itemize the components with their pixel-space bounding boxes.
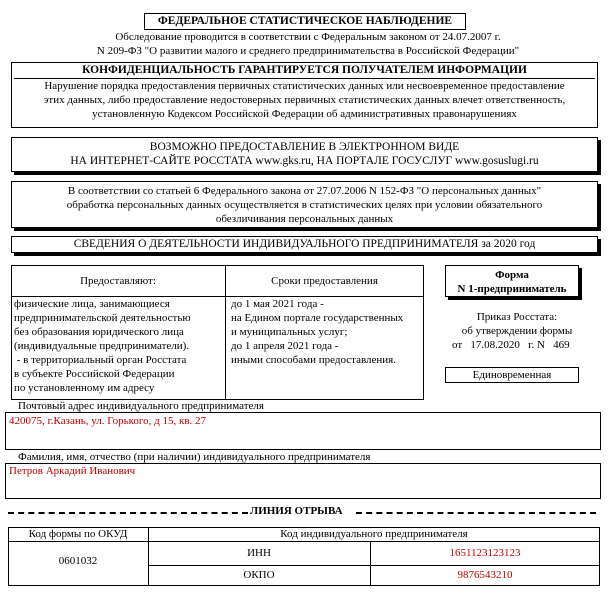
postal-value: 420075, г.Казань, ул. Горького, д 15, кв. 27 [9,415,207,427]
inn-value[interactable]: 1651123123123 [449,547,521,559]
okud-value: 0601032 [58,555,98,567]
providers-line: физические лица, занимающиеся [14,298,170,310]
personal-data-line3: обезличивания персональных данных [215,213,394,225]
deadlines-list [231,297,423,367]
col1-header: Предоставляют: [80,275,156,287]
order-line3 [432,338,602,352]
providers-line: без образования юридического лица [14,326,184,338]
report-title: СВЕДЕНИЯ О ДЕЯТЕЛЬНОСТИ ИНДИВИДУАЛЬНОГО ПРЕДПРИНИМАТЕЛЯ за 2020 год [73,238,536,250]
deadline-line: и муниципальных услуг; [231,326,348,338]
electronic-line2: НА ИНТЕРНЕТ-САЙТЕ РОССТАТА www.gks.ru, НА ПОРТАЛЕ ГОСУСЛУГ www.gosuslugi.ru [70,155,539,167]
providers-line: - в территориальный орган Росстата [14,354,187,366]
form-label: Форма [495,269,529,281]
confidentiality-line1: Нарушение порядка предоставления первичных статистических данных или несвоевременное предоставление [44,80,565,92]
form-box [445,265,579,297]
postal-field[interactable] [5,412,601,450]
okud-header: Код формы по ОКУД [28,528,128,540]
deadline-line: до 1 апреля 2021 года - [231,340,339,352]
deadline-line: до 1 мая 2021 года - [231,298,324,310]
fio-field[interactable] [5,463,601,499]
fio-value: Петров Аркадий Иванович [9,465,136,477]
fio-label: Фамилия, имя, отчество (при наличии) индивидуального предпринимателя [18,451,371,463]
providers-line: в субъекте Российской Федерации [14,368,175,380]
confidentiality-line2: этих данных, либо предоставление недостоверных первичных статистических данных влечет ответственность, [43,94,566,106]
header-title: ФЕДЕРАЛЬНОЕ СТАТИСТИЧЕСКОЕ НАБЛЮДЕНИЕ [157,15,453,27]
header-box [144,13,466,30]
providers-line: предпринимательской деятельностью [14,312,191,324]
providers-line: по установленному им адресу [14,382,155,394]
col2-header: Сроки предоставления [271,275,378,287]
tear-line-right [356,512,596,514]
tear-line-left [8,512,248,514]
deadline-line: на Едином портале государственных [231,312,404,324]
postal-label: Почтовый адрес индивидуального предпринимателя [18,400,264,412]
personal-data-line1: В соответствии со статьей 6 Федерального закона от 27.07.2006 N 152-ФЗ "О персональных данных" [67,185,542,197]
order-date: 17.08.2020 [470,339,520,351]
periodicity: Единовременная [472,369,552,381]
deadline-line: иными способами предоставления. [231,354,396,366]
personal-data-line2: обработка персональных данных осуществляется в статистических целях при условии обязательного [66,199,543,211]
form-name: N 1-предприниматель [457,283,567,295]
header-line2: N 209-ФЗ "О развитии малого и среднего предпринимательства в Российской Федерации" [96,45,520,57]
order-from: от [452,339,463,351]
confidentiality-line3: установленную Кодексом Российской Федерации об административных правонарушениях [92,108,517,120]
header-line1: Обследование проводится в соответствии с Федеральным законом от 24.07.2007 г. [115,31,501,43]
order-number: 469 [553,339,570,351]
providers-list [14,297,224,395]
personal-data-box [11,181,598,228]
inn-label: ИНН [247,547,271,559]
periodicity-box [445,367,579,383]
providers-line: (индивидуальные предприниматели). [14,340,190,352]
order-g: г. N [528,339,545,351]
ip-code-header: Код индивидуального предпринимателя [280,528,468,540]
report-title-box [11,236,598,253]
order-block [432,310,602,352]
okpo-value[interactable]: 9876543210 [457,569,513,581]
confidentiality-box [11,62,598,128]
order-line1: Приказ Росстата: [476,311,558,323]
okpo-label: ОКПО [243,569,275,581]
electronic-line1: ВОЗМОЖНО ПРЕДОСТАВЛЕНИЕ В ЭЛЕКТРОННОМ ВИДЕ [149,141,460,153]
electronic-box [11,137,598,172]
confidentiality-title: КОНФИДЕНЦИАЛЬНОСТЬ ГАРАНТИРУЕТСЯ ПОЛУЧАТЕЛЕМ ИНФОРМАЦИИ [14,63,595,79]
tear-line: ЛИНИЯ ОТРЫВА [250,505,343,517]
order-line2: об утверждении формы [461,325,573,337]
